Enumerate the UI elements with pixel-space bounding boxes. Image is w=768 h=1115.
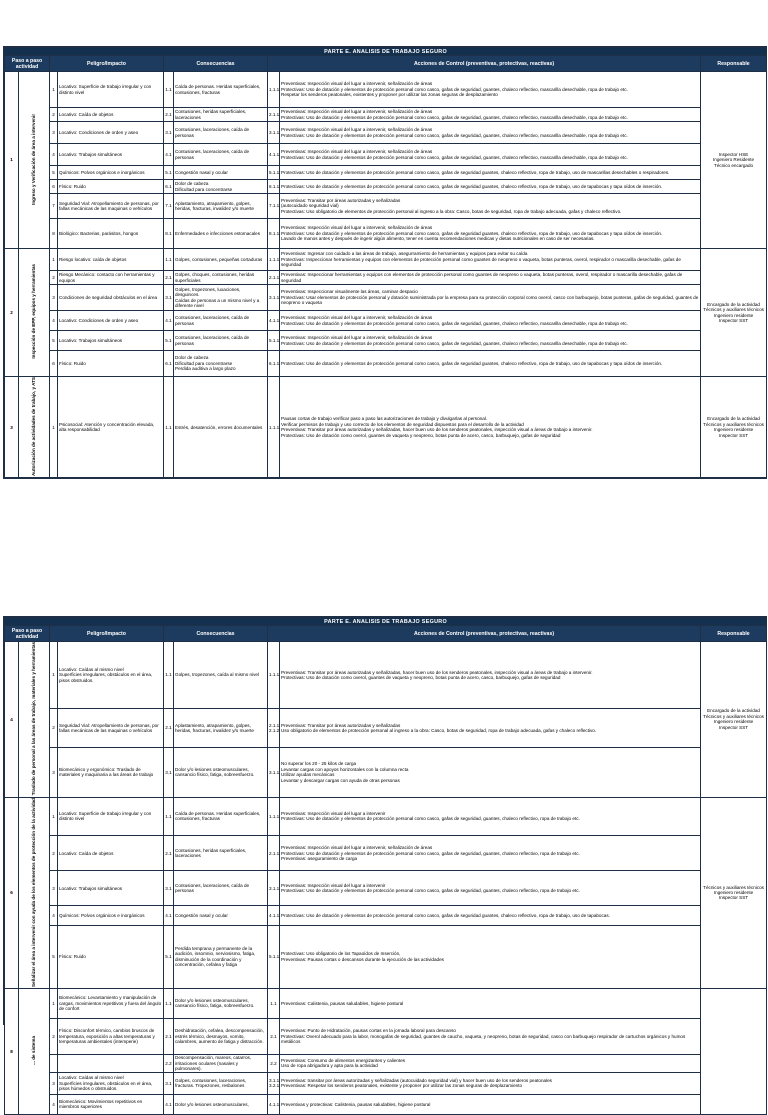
responsable-cell: Técnicos y auxiliares técnicos Ingeniero residente Inspector SST [701,797,767,988]
table-row [5,219,767,249]
action-code: 4.1.1 [268,1094,280,1114]
table-row [5,642,767,709]
consequence-cell: Enfermedades e infecciones estomacales [174,219,268,249]
consequence-code: 5.1 [164,925,174,988]
action-code: 2.1.1 [268,271,280,285]
action-cell: Preventivas: Calistenia, pausas saludables, higiene postural [280,988,701,1018]
col-consecuencias-2: Consecuencias [164,626,268,642]
table-row [5,747,767,797]
step-label-text: Inspección de EPP, equipos y herramientas [31,264,37,360]
hazard-index: 4 [50,311,58,331]
table-row [5,122,767,144]
hazard-cell: Locativo: Condiciones de orden y aseo [58,311,164,331]
action-code: 1.1.1 [268,72,280,108]
hazard-cell [58,1054,164,1072]
step-label-text: Autorización de actividades de trabajo, y ATS [31,377,37,477]
action-code: 2.1.1 [268,836,280,871]
action-code: 6.1.1 [268,180,280,194]
consequence-code: 3.1 [164,122,174,144]
table-row [5,249,767,271]
action-code: 7.1.1 [268,194,280,219]
hazard-index: 4 [50,144,58,166]
hazard-index: 3 [50,1072,58,1094]
hazard-cell: Locativo: Caída de objetos [58,836,164,871]
consequence-cell: Descompensación, mareos, catarros, irritaciones oculares (nasales y pulmonares). [174,1054,268,1072]
hazard-index: 1 [50,988,58,1018]
consequence-code: 4.1 [164,311,174,331]
col-peligro: Peligro/Impacto [50,56,164,72]
action-cell: Preventivas: Inspección visual del lugar a intervenir Protectivas: Uso de dotación y elementos de protección personal como casco, gafas de seguridad, guantes, chaleco reflectivo, ropa de trabajo etc. [280,797,701,836]
hazard-cell: Locativo: Trabajos simultáneos [58,331,164,351]
action-code: 1.1.1 [268,797,280,836]
consequence-cell: Caída de personas. Heridas superficiales, contusiones, fracturas [174,797,268,836]
col-acciones-2: Acciones de Control (preventivas, protectivas, reactivas) [268,626,701,642]
action-cell: Preventivas: transitar por áreas autorizadas y señalizadas (autocuidado seguridad vial) y hacer buen uso de los senderos peatonales Preventivas: Respetar los senderos peatonales, existente y proponer por utilizar las zonas seguras de desplazamiento [280,1072,701,1094]
table-row [5,1072,767,1094]
responsable-cell: Inspector HSE Ingeniero Residente Técnico encargado [701,72,767,249]
table-row [5,166,767,180]
consequence-code: 1.1 [164,377,174,478]
action-code: 3.1.1 [268,122,280,144]
action-cell: Preventivas: Inspección visual del lugar a intervenir, señalización de áreas Protectivas: Uso de dotación y elementos de protección personal como casco, gafas de seguridad, guantes, chaleco reflectivo, mascarilla desechable, ropa de trabajo etc. [280,122,701,144]
hazard-cell: Locativo: Condiciones de orden y aseo [58,122,164,144]
table-row [5,708,767,747]
hazard-index: 1 [50,377,58,478]
step-number: 2 [5,249,19,377]
hazard-cell: Locativo: Trabajos simultáneos [58,144,164,166]
step-label [19,988,50,1114]
step-label [19,797,50,988]
consequence-code: 1.1 [164,249,174,271]
hazard-index: 5 [50,166,58,180]
consequence-code: 2.1 [164,108,174,122]
hazard-cell: Condiciones de seguridad obstáculos en el área [58,285,164,311]
table-row [5,331,767,351]
hazard-index: 2 [50,108,58,122]
consequence-code: 3.1 [164,747,174,797]
action-code: 1.1.1 [268,642,280,709]
consequence-cell: Contusiones, laceraciones, caída de personas [174,122,268,144]
table-row [5,797,767,836]
table-row [5,271,767,285]
hazard-cell: Locativo: Caídas al mismo nivel Superficies irregulares, obstáculos en el área, pisos obstruidos. [58,642,164,709]
hazard-cell: Psicosocial: Atención y concentración elevada, alta responsabilidad [58,377,164,478]
col-responsable-2: Responsable [701,626,767,642]
step-number: 8 [5,988,19,1114]
ats-table-page-1 [3,46,767,479]
step-number: 3 [5,377,19,478]
step-number: 1 [5,72,19,249]
table-row [5,988,767,1018]
hazard-index: 2 [50,271,58,285]
consequence-cell: Contusiones, laceraciones, caída de personas [174,871,268,906]
hazard-cell: Físico: Ruido [58,351,164,377]
hazard-index: 2 [50,1018,58,1054]
step-label [19,377,50,478]
hazard-cell: Riesgo locativo: caída de objetos [58,249,164,271]
table-row [5,108,767,122]
col-responsable: Responsable [701,56,767,72]
action-cell: Pausas cortas de trabajo verificar paso a paso las autorizaciones de trabajo y divulgarlas al personal. Verificar permisos de trabajo y uso correcto de los elementos de seguridad dispuestos para el desarrollo de la actividad Preventivas: Transitar por áreas autorizadas y señalizadas, hacer buen uso de los senderos peatonales, inspección visual a áreas de trabajo a intervenir. Protectivas: Uso de dotación como overol, guantes de vaqueta y neopreno, botas punta de acero, casco, barbuquejo, gafas de seguridad [280,377,701,478]
hazard-cell: Locativo: Caídas al mismo nivel Superficies irregulares, obstáculos en el área, pisos húmedos o obstruidos. [58,1072,164,1094]
responsable-cell: Encargado de la actividad Técnicos y auxiliares técnicos Ingeniero residente Inspector SST [701,377,767,478]
hazard-index: 5 [50,331,58,351]
action-code: 5.1.1 [268,331,280,351]
hazard-index: 3 [50,285,58,311]
consequence-cell: Deshidratación, cefalea, descompensación, estrés térmico, desmayos, vomito, calambres, aumento de fatiga y distracción. [174,1018,268,1054]
col-paso-2: Paso a paso actividad [5,626,50,642]
action-code: 6.1.1 [268,351,280,377]
table-row [5,925,767,988]
consequence-code: 4.1 [164,1094,174,1114]
consequence-code: 1.1 [164,642,174,709]
consequence-cell: Congestión nasal y ocular [174,166,268,180]
action-cell: Protectivas: Uso de dotación y elementos de protección personal como casco, gafas de seguridad guantes, chaleco reflectivo, ropa de trabajo, uso de mascarillas desechables o respiradores. [280,166,701,180]
hazard-index: 2 [50,708,58,747]
action-code: 2.1.1 [268,108,280,122]
hazard-cell: Riesgo Mecánico: contacto con herramientas y equipos [58,271,164,285]
table-row [5,311,767,331]
consequence-cell: Contusiones, laceraciones, caída de personas [174,331,268,351]
col-paso: Paso a paso actividad [5,56,50,72]
hazard-cell: Biomecánico: Movimientos repetitivos en miembros superiores [58,1094,164,1114]
hazard-cell: Biomecánico y ergonómico: Traslado de materiales y maquinaria a las áreas de trabajo [58,747,164,797]
hazard-index: 3 [50,747,58,797]
action-code: 2.2 [268,1054,280,1072]
consequence-cell: Dolor de cabeza Dificultad para concentrarse [174,180,268,194]
t2-body [5,642,767,1115]
consequence-code: 5.1 [164,166,174,180]
responsable-cell: Encargado de la actividad Técnicos y auxiliares técnicos Ingeniero residente Inspector SST [701,642,767,798]
hazard-index: 4 [50,1094,58,1114]
consequence-code: 3.1 [164,1072,174,1094]
consequence-code: 8.1 [164,219,174,249]
table-row [5,180,767,194]
table-row [5,72,767,108]
table-row [5,906,767,925]
action-code: 3.1.1 [268,285,280,311]
consequence-cell: Dolor y/o lesiones osteomusculares, [174,1094,268,1114]
consequence-code: 5.1 [164,331,174,351]
table-row [5,1018,767,1054]
hazard-cell: Locativo: Caída de objetos [58,108,164,122]
col-acciones: Acciones de Control (preventivas, protectivas, reactivas) [268,56,701,72]
action-cell: Protectivas: Uso de dotación y elementos de protección personal como casco, gafas de seguridad guantes, chaleco reflectivo, ropa de trabajo, uso de tapabocas y tapa oídos de inserción. [280,180,701,194]
section-title-2: PARTE E. ANALISIS DE TRABAJO SEGURO [5,618,767,626]
step-number: 6 [5,797,19,988]
responsable-cell [701,988,767,1114]
action-cell: Preventivas: Inspección visual del lugar a intervenir, señalización de áreas Protectivas: Uso de dotación y elementos de protección personal como casco, gafas de seguridad, guantes, chaleco reflectivo, mascarilla desechable, ropa de trabajo etc. [280,331,701,351]
action-cell: Preventivas: Transitar por áreas autorizadas y señalizadas, hacer buen uso de los senderos peatonales, inspección visual a áreas de trabajo a intervenir. Protectivas: Uso de dotación como overol, guantes de vaqueta y neopreno, botas punta de acero, casco, barbuquejo, gafas de seguridad [280,642,701,709]
consequence-cell: Golpes, tropezones, luxaciones, desguinces. Caídas de personas a un mismo nivel y a diferente nivel [174,285,268,311]
hazard-cell: Biológico: Bacterias, parásitos, hongos [58,219,164,249]
hazard-index: 5 [50,925,58,988]
section-title: PARTE E. ANALISIS DE TRABAJO SEGURO [5,48,767,56]
hazard-cell: Físico: Disconfort térmico, cambios bruscos de temperatura, exposición a altas temperaturas y temperaturas ambientales (intemperie) [58,1018,164,1054]
consequence-code: 4.1 [164,906,174,925]
hazard-index: 6 [50,180,58,194]
step-label-text: Señalizar el área a intervenir con ayuda de los elementos de protección de la actividad [31,797,37,987]
consequence-cell: Caída de personas. Heridas superficiales, contusiones, fracturas [174,72,268,108]
table-row [5,1094,767,1114]
step-label [19,249,50,377]
action-code: 2.1 [268,1018,280,1054]
consequence-code: 1.1 [164,72,174,108]
action-cell: Preventivas: Consumo de alimentos energizantes y calientes Uso de ropa abrigadora y apta para la actividad [280,1054,701,1072]
consequence-code: 1.1 [164,797,174,836]
action-cell: Preventivas: Inspección visual del lugar a intervenir, señalización de áreas Protectivas: Uso de dotación y elementos de protección personal como casco, gafas de seguridad, guantes, chaleco reflectivo, mascarilla desechable, ropa de trabajo etc. [280,311,701,331]
action-cell: Protectivas: Uso de dotación y elementos de protección personal como casco, gafas de seguridad guantes, chaleco reflectivo, ropa de trabajo, uso de tapabocas y tapa oídos de inserción. [280,351,701,377]
action-cell: Preventivas: Inspección visual del lugar a intervenir, señalización de áreas Protectivas: Uso de dotación y elementos de protección personal como casco, gafas de seguridad, guantes, chaleco reflectivo, mascarilla desechable, ropa de trabajo etc. Respetar los senderos peatonales, existentes y proponer por utilizar las zonas seguras de desplazamiento [280,72,701,108]
action-cell: Protectivas: Uso obligatorio de los Tapaoídos de Inserción, Preventivas: Pausas cortas o descansos durante la ejecución de las actividades [280,925,701,988]
consequence-code: 6.1 [164,351,174,377]
action-cell: Preventivas: Ingresar con cuidado a las áreas de trabajo, asegurramiento de herramientas y equipos para evitar su caída Protectivas: Inspeccionar herramientas y equipos con elementos de protección personal como guantes de neopreno o vaqueta, botas punteras, overol, respirador o mascarilla desechable, gafas de seguridad [280,249,701,271]
step-label-text: Traslado de personal a las áreas de trabajo, materiales y herramientas [31,642,37,796]
hazard-index: 3 [50,871,58,906]
action-cell: Preventivas: Inspección visual del lugar a intervenir, señalización de áreas Protectivas: Uso de dotación y elementos de protección personal como casco, gafas de seguridad, guantes, chaleco reflectivo, ropa de trabajo etc. Preventivas: aseguramiento de carga [280,836,701,871]
step-number: 4 [5,642,19,798]
action-cell: Preventivas y protectivas: Calistenia, pausas saludables, higiene postural [280,1094,701,1114]
table-row [5,836,767,871]
consequence-cell: Golpes, contusiones, pequeñas cortaduras [174,249,268,271]
action-cell: Protectivas: Uso de dotación y elementos de protección personal como casco, gafas de seguridad guantes, chaleco reflectivo, ropa de trabajo, uso de tapabocas. [280,906,701,925]
col-consecuencias: Consecuencias [164,56,268,72]
consequence-cell: Golpes, contusiones, laceraciones, fracturas. Tropezones, resbalones [174,1072,268,1094]
action-cell: Preventivas: Inspección visual del lugar a intervenir, señalización de áreas Protectivas: Uso de dotación y elementos de protección personal como casco, gafas de seguridad, guantes, chaleco reflectivo, mascarilla desechable, ropa de trabajo etc. [280,108,701,122]
action-code: 5.1.1 [268,166,280,180]
table-row [5,871,767,906]
consequence-code: 6.1 [164,180,174,194]
action-code: 2.1.1 2.1.2 [268,708,280,747]
step-label-text: ... de sistema [31,1036,37,1066]
consequence-code: 2.2 [164,1054,174,1072]
action-cell: Preventivas: Inspección visual del lugar a intervenir Protectivas: Uso de dotación y elementos de protección personal como casco, gafas de seguridad, guantes, chaleco reflectivo, ropa de trabajo etc. [280,871,701,906]
hazard-index: 1 [50,72,58,108]
hazard-index: 6 [50,351,58,377]
action-cell: Preventivas: Inspeccionar visualmente las áreas, caminar despacio Protectivas: Usar elementos de protección personal y dotación suministrada por la empresa para su protección corporal como overol, casco con barbuquejo, botas punteras, gafas de seguridad, guantes de neopreno o vaqueta [280,285,701,311]
action-code: 5.1.1 [268,925,280,988]
consequence-code: 2.1 [164,271,174,285]
consequence-cell: Contusiones, laceraciones, caída de personas [174,144,268,166]
hazard-index [50,1054,58,1072]
hazard-cell: Seguridad Vial: Atropellamiento de personas, por fallas mecánicas de las maquinas o vehículos [58,194,164,219]
table-row [5,1054,767,1072]
consequence-code: 2.1 [164,1018,174,1054]
consequence-cell: Aplastamiento, atrapamiento, golpes, heridas, fracturas, invalidez y/o muerte [174,194,268,219]
consequence-cell: Contusiones, heridas superficiales, laceraciones [174,836,268,871]
consequence-cell: Golpes, tropezones, caída al mismo nivel [174,642,268,709]
consequence-cell: Contusiones, laceraciones, caída de personas [174,311,268,331]
ats-table-page-2 [3,616,767,1110]
table-row [5,194,767,219]
action-code: 3.1.1 [268,747,280,797]
action-code: 4.1.1 [268,311,280,331]
hazard-index: 2 [50,836,58,871]
hazard-cell: Químicos: Polvos orgánicos e inorgánicos [58,166,164,180]
hazard-cell: Seguridad Vial: Atropellamiento de personas, por fallas mecánicas de las maquinas o vehículos [58,708,164,747]
hazard-index: 1 [50,249,58,271]
action-cell: Preventivas: Punto de Hidratación, pausas cortas en la jornada laboral para descanso Protectivas: Overol adecuado para la labor, monogafas de seguridad, guantes de caucho, vaqueta, y neopreno, botas de seguridad, casco con barbuquejo respirador de cartuchos orgánicos y humos metálicos [280,1018,701,1054]
hazard-index: 3 [50,122,58,144]
consequence-code: 3.1 [164,285,174,311]
action-code: 1.1.1 [268,377,280,478]
consequence-cell: Perdida temprana y permanente de la audición, insomnio, nerviosismo, fatiga, disminución de la coordinación y concentración, cefalea y fatiga [174,925,268,988]
consequence-code: 7.1 [164,194,174,219]
hazard-cell: Locativo: Superficie de trabajo irregular y con distinto nivel [58,797,164,836]
hazard-index: 1 [50,642,58,709]
table-row [5,285,767,311]
action-code: 1.1.1 [268,249,280,271]
action-cell: Preventivas: Inspección visual del lugar a intervenir, señalización de áreas Protectivas: Uso de dotación y elementos de protección personal como casco, gafas de seguridad guantes, chaleco reflectivo, ropa de trabajo, uso de tapabocas y tapa oídos de inserción. Lavado de manos antes y después de ingerir algún alimento, tener en cuenta recomendaciones medicas y dietas nutricionales en caso de ser necesarias. [280,219,701,249]
hazard-index: 8 [50,219,58,249]
hazard-cell: Físico: Ruido [58,180,164,194]
consequence-code: 2.1 [164,836,174,871]
col-peligro-2: Peligro/Impacto [50,626,164,642]
consequence-cell: Estrés, desatención, errores documentales [174,377,268,478]
consequence-code: 3.1 [164,871,174,906]
consequence-code: 1.1 [164,988,174,1018]
step-label [19,72,50,249]
responsable-cell: Encargado de la actividad Técnicos y auxiliares técnicos Ingeniero residente Inspector SST [701,249,767,377]
table-row [5,377,767,478]
action-code: 1.1 [268,988,280,1018]
hazard-cell: Químicos: Polvos orgánicos e inorgánicos [58,906,164,925]
consequence-cell: Dolor y/o lesiones osteomusculares, cansancio físico, fatiga, sobreesfuerzo. [174,988,268,1018]
consequence-code: 4.1 [164,144,174,166]
action-code: 3.1.1 3.2.1 [268,1072,280,1094]
consequence-cell: Dolor y/o lesiones osteomusculares, cansancio físico, fatiga, sobreesfuerzo. [174,747,268,797]
step-label-text: Ingreso y Verificación de área a intervenir [31,113,37,205]
action-code: 3.1.1 [268,871,280,906]
consequence-cell: Contusiones, heridas superficiales, laceraciones [174,108,268,122]
hazard-cell: Locativo: Superficie de trabajo irregular y con distinto nivel [58,72,164,108]
t1-body [5,72,767,478]
action-code: 8.1.1 [268,219,280,249]
hazard-index: 1 [50,797,58,836]
action-cell: Preventivas: Transitar por áreas autorizadas y señalizadas (autocuidado seguridad vial) Protectivas: Uso obligatorio de elementos de protección personal al ingreso a la obra: Casco, botas de seguridad, ropa de trabajo adecuada, gafas y chaleco reflectivo. [280,194,701,219]
action-code: 4.1.1 [268,144,280,166]
consequence-cell: Dolor de cabeza Dificultad para concentrarse Perdida auditiva a largo plazo [174,351,268,377]
hazard-index: 4 [50,906,58,925]
consequence-cell: Aplastamiento, atrapamiento, golpes, heridas, fracturas, invalidez y/o muerte [174,708,268,747]
hazard-index: 7 [50,194,58,219]
action-cell: No superar los 20 - 25 kilos de carga Levantar cargas con apoyos horizontales con la columna recta Utilizar ayudas mecánicas Levantar y descargar cargas con ayuda de otras personas [280,747,701,797]
action-code: 4.1.1 [268,906,280,925]
hazard-cell: Locativo: Trabajos simultáneos [58,871,164,906]
step-label [19,642,50,798]
table-row [5,351,767,377]
action-cell: Preventivas: Inspeccionar herramientas y equipos con elementos de protección personal como guantes de neopreno o vaqueta, botas punteras, overol, respirador o mascarilla desechable, gafas de seguridad [280,271,701,285]
action-cell: Preventivas: Transitar por áreas autorizadas y señalizadas Uso obligatorio de elementos de protección personal al ingreso a la obra: Casco, botas de seguridad, ropa de trabajo adecuada, gafas y chaleco reflectivo. [280,708,701,747]
consequence-cell: Golpes, choques, contusiones, heridas superficiales [174,271,268,285]
table-row [5,144,767,166]
hazard-cell: Físico: Ruido [58,925,164,988]
hazard-cell: Biomecánico: Levantamiento y manipulación de cargas, movimientos repetitivos y fuera del ángulo de confort [58,988,164,1018]
action-cell: Preventivas: Inspección visual del lugar a intervenir, señalización de áreas Protectivas: Uso de dotación y elementos de protección personal como casco, gafas de seguridad, guantes, chaleco reflectivo, mascarilla desechable, ropa de trabajo etc. [280,144,701,166]
consequence-cell: Congestión nasal y ocular [174,906,268,925]
consequence-code: 2.1 [164,708,174,747]
